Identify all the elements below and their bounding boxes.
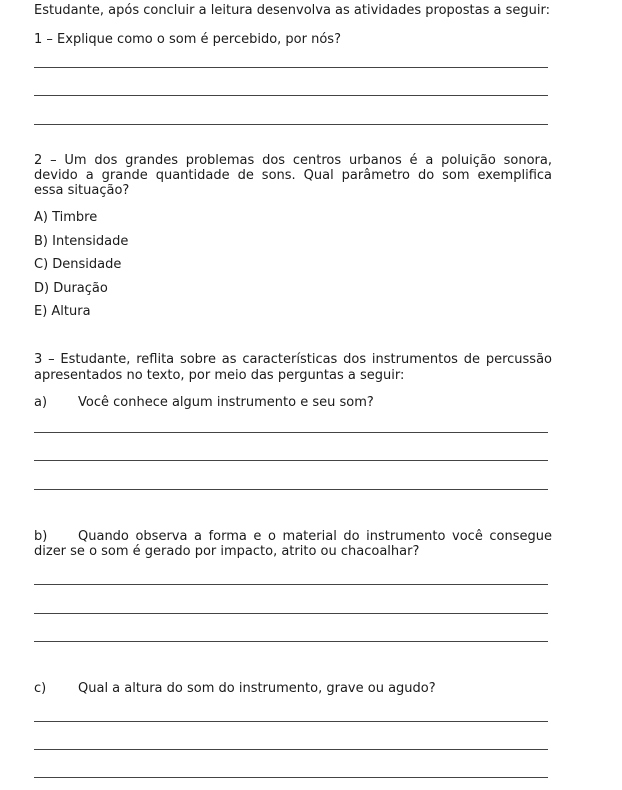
- subquestion-c-label: c): [34, 681, 47, 696]
- question-3-line-2: apresentados no texto, por meio das perguntas a seguir:: [34, 368, 405, 383]
- answer-line: [34, 749, 548, 750]
- answer-line: [34, 777, 548, 778]
- answer-line: [34, 613, 548, 614]
- subquestion-a: [34, 396, 374, 410]
- subquestion-b-line-1: [34, 530, 552, 544]
- question-3-line-1: 3 – Estudante, reflita sobre as características dos instrumentos de percussão: [34, 352, 552, 367]
- subquestion-b-label: b): [34, 529, 48, 544]
- subquestion-c-text: Qual a altura do som do instrumento, grave ou agudo?: [78, 681, 436, 696]
- option-c: C) Densidade: [34, 257, 122, 272]
- answer-line: [34, 95, 548, 96]
- subquestion-a-label: a): [34, 395, 48, 410]
- answer-line: [34, 721, 548, 722]
- answer-line: [34, 124, 548, 125]
- subquestion-b-text: Quando observa a forma e o material do instrumento você consegue: [78, 529, 552, 544]
- answer-line: [34, 584, 548, 585]
- answer-line: [34, 67, 548, 68]
- option-b: B) Intensidade: [34, 234, 129, 249]
- subquestion-a-text: Você conhece algum instrumento e seu som?: [78, 395, 374, 410]
- answer-line: [34, 460, 548, 461]
- option-d: D) Duração: [34, 281, 108, 296]
- option-a: A) Timbre: [34, 210, 98, 225]
- option-e: E) Altura: [34, 304, 91, 319]
- question-2-line-3: essa situação?: [34, 183, 130, 198]
- answer-line: [34, 489, 548, 490]
- subquestion-b-line-2: dizer se o som é gerado por impacto, atrito ou chacoalhar?: [34, 544, 420, 559]
- question-1: 1 – Explique como o som é percebido, por nós?: [34, 32, 341, 47]
- question-2-line-2: devido a grande quantidade de sons. Qual parâmetro do som exemplifica: [34, 168, 552, 183]
- question-2-line-1: 2 – Um dos grandes problemas dos centros urbanos é a poluição sonora,: [34, 153, 552, 168]
- answer-line: [34, 641, 548, 642]
- answer-line: [34, 432, 548, 433]
- intro-text: Estudante, após concluir a leitura desenvolva as atividades propostas a seguir:: [34, 3, 550, 18]
- subquestion-c: [34, 682, 436, 696]
